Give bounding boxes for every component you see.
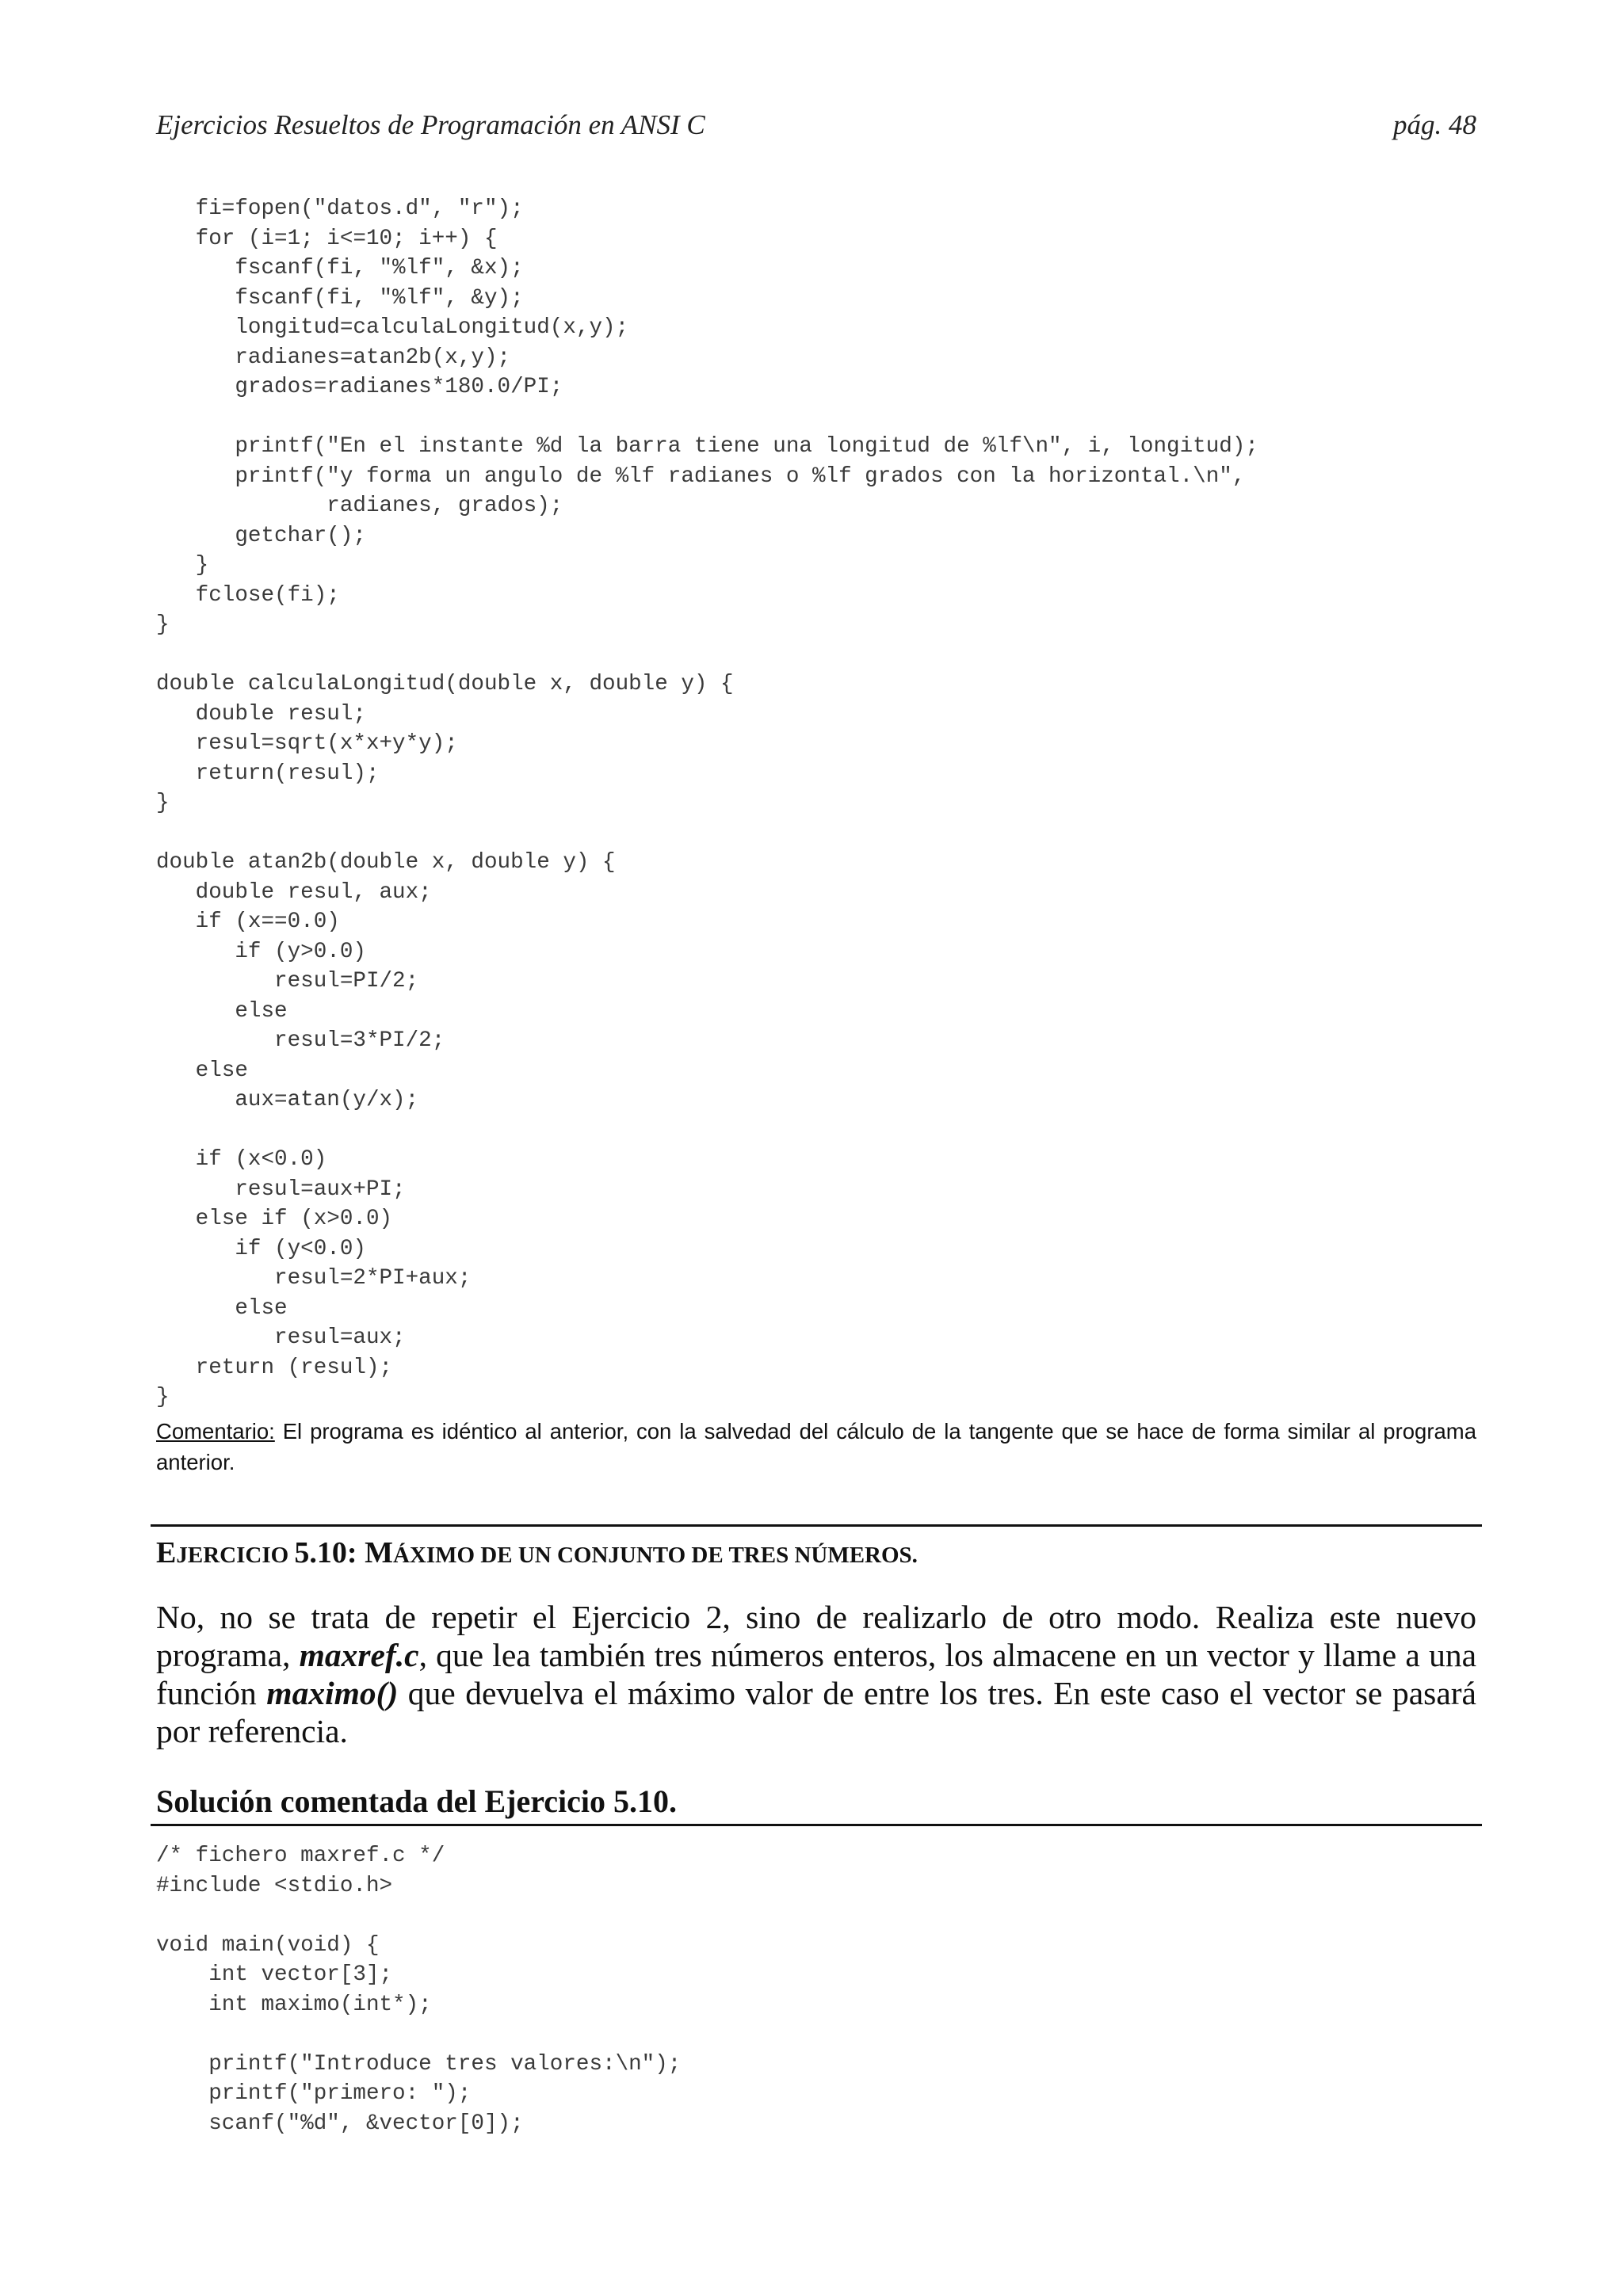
statement-function-name: maximo() xyxy=(266,1675,399,1711)
page-number: pág. 48 xyxy=(1393,109,1476,140)
heading-part: ÁXIMO DE UN CONJUNTO DE TRES NÚMEROS. xyxy=(392,1543,918,1568)
comment-paragraph xyxy=(156,1416,1476,1478)
comment-text: El programa es idéntico al anterior, con la salvedad del cálculo de la tangente que se hace de forma similar al programa anterior. xyxy=(156,1419,1476,1474)
code-block-atan2b: fi=fopen("datos.d", "r"); for (i=1; i<=10; i++) { fscanf(fi, "%lf", &x); fscanf(fi, "%lf", &y); longitud=calculaLongitud(x,y); radianes=atan2b(x,y); grados=radianes*180.0/PI; printf("En el instante %d la barra tiene una longitud de %lf\n", i, longitud); printf("y forma un angulo de %lf radianes o %lf grados con la horizontal.\n", radianes, grados); getchar(); } fclose(fi); } double calculaLongitud(double x, double y) { double resul; resul=sqrt(x*x+y*y); return(resul); } double atan2b(double x, double y) { double resul, aux; if (x==0.0) if (y>0.0) resul=PI/2; else resul=3*PI/2; else aux=atan(y/x); if (x<0.0) resul=aux+PI; else if (x>0.0) if (y<0.0) resul=2*PI+aux; else resul=aux; return (resul); } xyxy=(156,196,1258,1409)
heading-part: 5.10: M xyxy=(294,1536,393,1569)
code-block-maxref: /* fichero maxref.c */ #include <stdio.h> void main(void) { int vector[3]; int maximo(int*); printf("Introduce tres valores:\n"); printf("primero: "); scanf("%d", &vector[0]); xyxy=(156,1844,682,2136)
header-title: Ejercicios Resueltos de Programación en ANSI C xyxy=(156,109,705,140)
exercise-heading xyxy=(156,1535,918,1570)
heading-part: E xyxy=(156,1536,177,1569)
solution-heading: Solución comentada del Ejercicio 5.10. xyxy=(156,1783,677,1819)
solution-rule xyxy=(151,1824,1482,1826)
statement-text: , que lea también tres números enteros, los almacene en un vector y llame a una función xyxy=(156,1637,1476,1711)
heading-part: JERCICIO xyxy=(176,1543,295,1568)
page-header xyxy=(156,109,1476,144)
comment-label: Comentario: xyxy=(156,1419,275,1444)
statement-text: No, no se trata de repetir el Ejercicio 2, sino de realizarlo de otro modo. Realiza este nuevo programa, xyxy=(156,1599,1476,1673)
exercise-statement xyxy=(156,1598,1476,1750)
section-rule-top xyxy=(151,1524,1482,1527)
statement-filename: maxref.c xyxy=(299,1637,419,1673)
statement-text: que devuelva el máximo valor de entre los tres. En este caso el vector se pasará por referencia. xyxy=(156,1675,1476,1749)
